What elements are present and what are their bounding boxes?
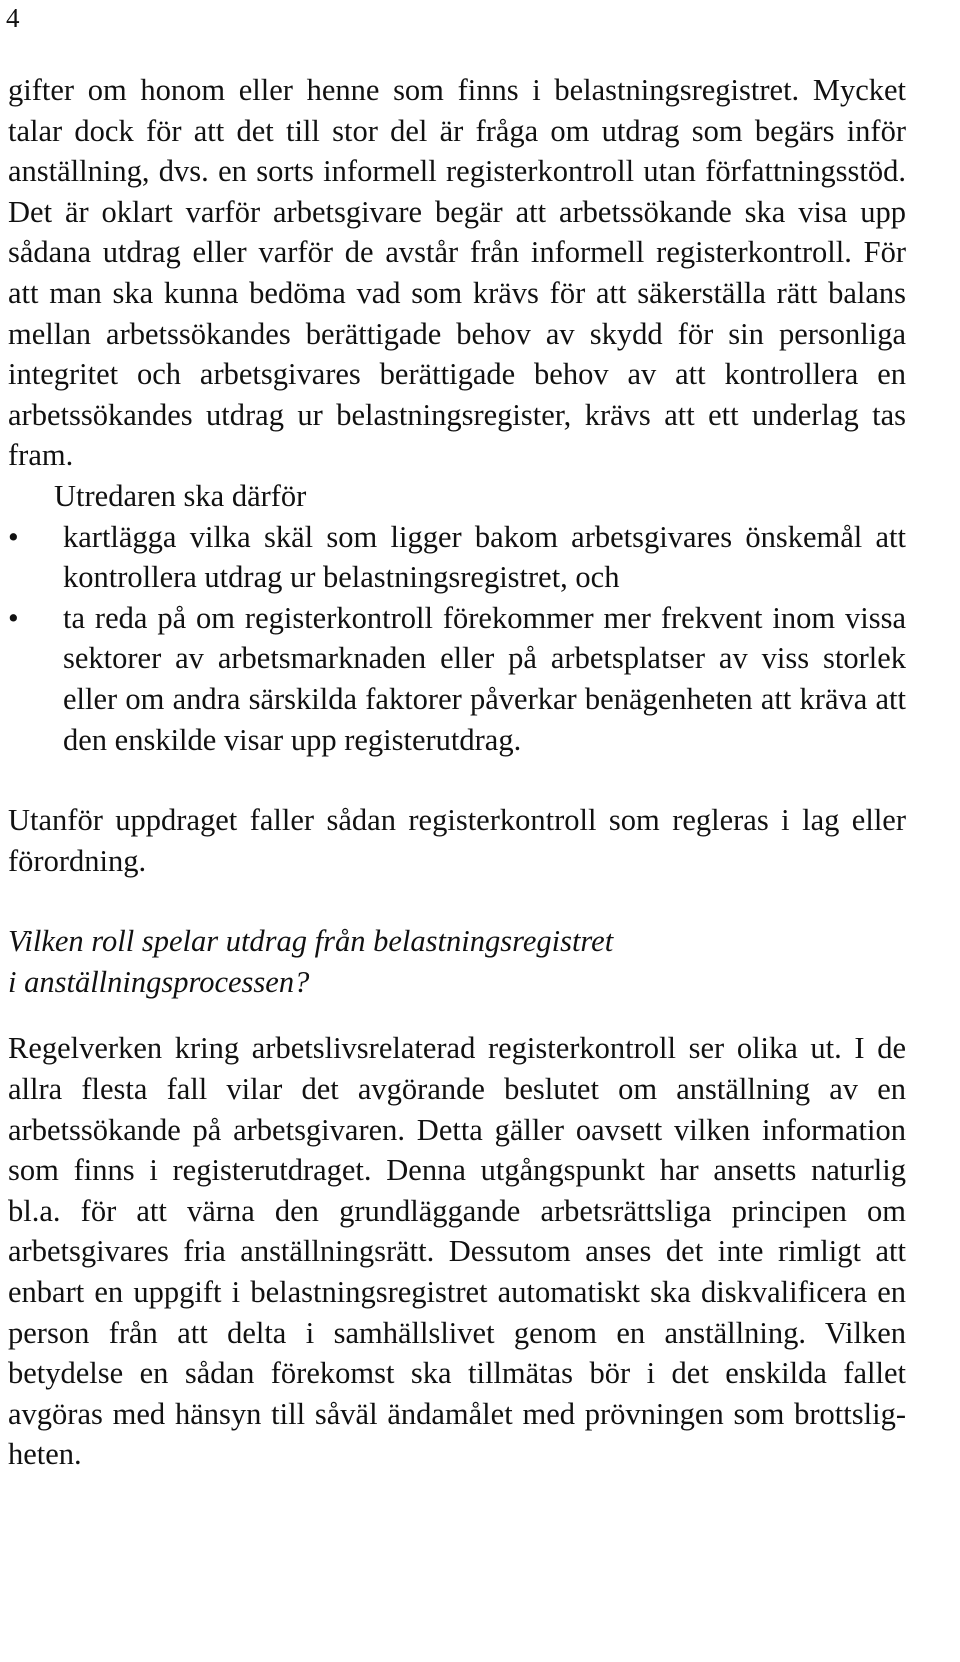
paragraph-intro: gifter om honom eller henne som finns i belastningsregistret. Mycket talar dock för att det till stor del är fråga om utdrag som begärs inför anställning, dvs. en sorts informell registerkontroll utan författningsstöd. Det är oklart varför arbetsgivare begär att arbetssökande ska visa upp sådana utdrag eller varför de avstår från informell registerkontroll. För att man ska kunna bedöma vad som krävs för att säkerställa rätt balans mellan arbetssökandes berättigade behov av skydd för sin personliga integritet och arbetsgivares berättigade behov av att kontrollera en arbetssökandes utdrag ur belastningsregister, krävs att ett underlag tas fram.: [8, 73, 906, 473]
bullet-icon: •: [8, 600, 19, 635]
section-heading: [8, 921, 906, 1002]
section-heading-line-1: Vilken roll spelar utdrag från belastningsregistret: [8, 924, 614, 959]
list-lead-in: Utredaren ska därför: [54, 478, 307, 513]
paragraph-regulation: Regelverken kring arbetslivsrelaterad registerkontroll ser olika ut. I de allra flesta fall vilar det avgörande beslutet om anställning av en arbetssökande på arbetsgivaren. Detta gäller oavsett vilken information som finns i registerutdraget. Denna utgångspunkt har ansetts naturlig bl.a. för att värna den grundläggande arbetsrättsliga principen om arbetsgivares fria anställningsrätt. Dessutom anses det inte rimligt att enbart en uppgift i belastningsregistret automatiskt ska diskvalificera en person från att delta i samhällslivet genom en anställning. Vilken betydelse en sådan förekomst ska tillmätas bör i det enskilda fallet avgöras med hänsyn till såväl ändamålet med prövningen som brottsligheten.: [8, 1031, 906, 1472]
task-list: [8, 517, 906, 761]
page-number: 4: [6, 3, 20, 33]
paragraph-scope: Utanför uppdraget faller sådan registerkontroll som regleras i lag eller förordning.: [8, 803, 906, 878]
list-item: [8, 598, 906, 760]
section-heading-line-2: i anställningsprocessen?: [8, 964, 310, 999]
list-item: [8, 517, 906, 598]
bullet-icon: •: [8, 519, 19, 554]
list-item-text: ta reda på om registerkontroll förekommer mer frekvent inom vissa sektorer av arbetsmarknaden eller på arbetsplatser av viss storlek eller om andra särskilda faktorer påverkar benägenheten att kräva att den enskilde visar upp registerutdrag.: [63, 600, 906, 757]
list-item-text: kartlägga vilka skäl som ligger bakom arbetsgivares önskemål att kontrollera utdrag ur belastningsregistret, och: [63, 519, 906, 595]
document-body: [8, 70, 906, 1475]
